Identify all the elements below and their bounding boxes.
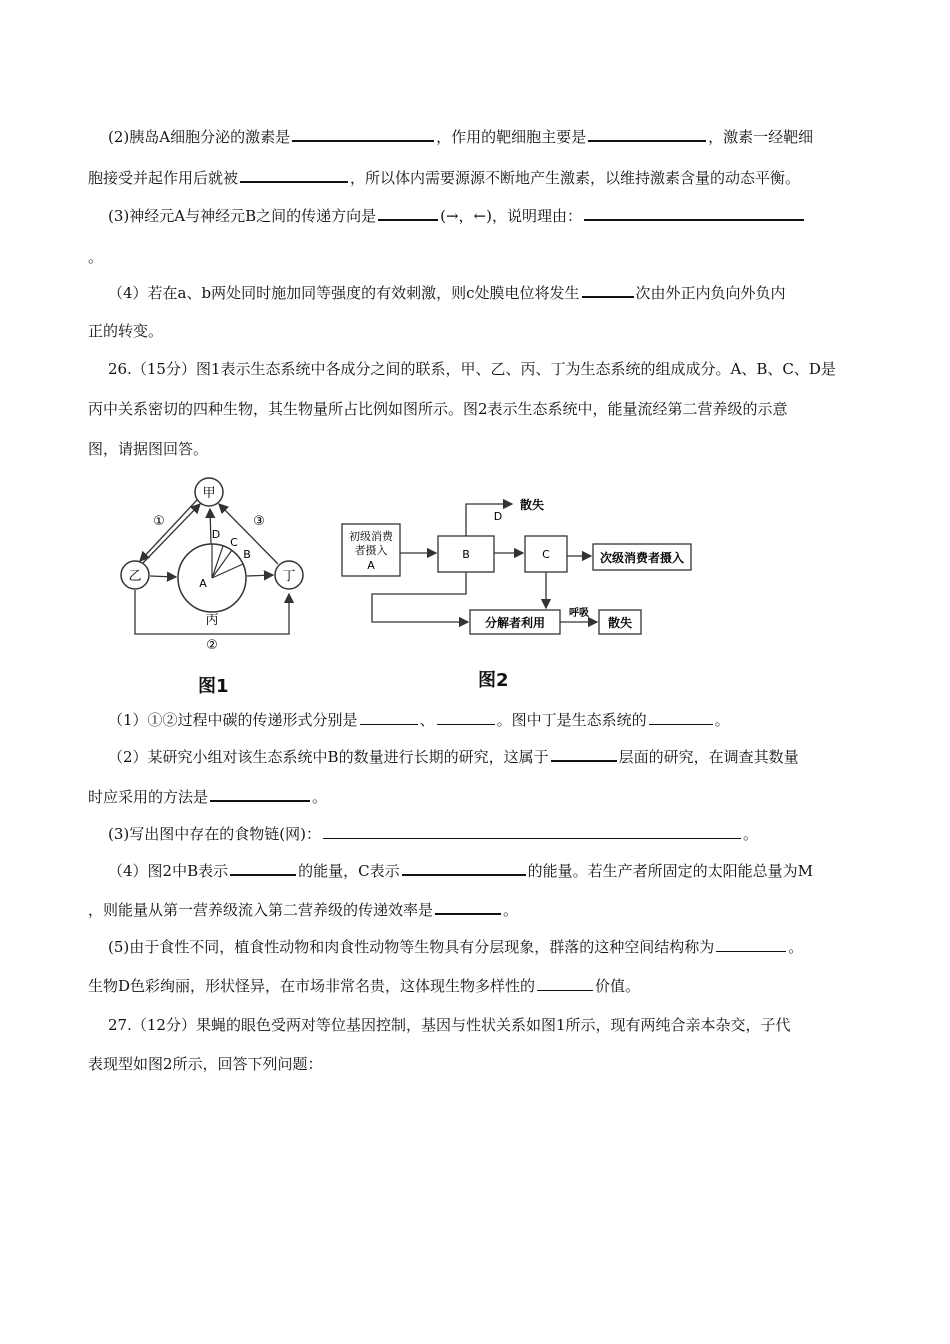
figure-1-diagram [115, 472, 315, 657]
text: 表现型如图2所示，回答下列问题： [88, 1055, 323, 1073]
box-primary-line2: 者摄入 [354, 544, 388, 557]
text: 。 [742, 825, 758, 843]
box-B-label: B [462, 548, 470, 561]
answer-blank[interactable] [230, 860, 296, 876]
answer-blank[interactable] [360, 710, 418, 725]
text: 。 [788, 938, 804, 956]
text: （4）若在a、b两处同时施加同等强度的有效刺激，则c处膜电位将发生 [108, 284, 580, 302]
q26-intro-line2 [88, 398, 788, 420]
q26-sub2-line2 [88, 786, 327, 808]
answer-blank[interactable] [584, 205, 804, 221]
q27-line1 [108, 1014, 791, 1036]
text: ，则能量从第一营养级流入第二营养级的传递效率是 [88, 901, 434, 919]
text: 图，请据图回答。 [88, 440, 209, 458]
process-3: ③ [253, 514, 265, 529]
text: (5)由于食性不同，植食性动物和肉食性动物等生物具有分层现象，群落的这种空间结构称为 [108, 938, 715, 956]
answer-blank[interactable] [323, 824, 741, 839]
q27-line2 [88, 1053, 323, 1075]
label-D: D [211, 528, 221, 541]
label-C: C [230, 536, 238, 549]
label-D: D [493, 510, 503, 523]
answer-blank[interactable] [210, 786, 310, 802]
text: ，激素一经靶细 [708, 128, 814, 146]
text: （2）某研究小组对该生态系统中B的数量进行长期的研究，这属于 [108, 748, 549, 766]
box-decomp-label: 分解者利用 [484, 616, 546, 630]
answer-blank[interactable] [402, 860, 526, 876]
text: 次由外正内负向外负内 [635, 284, 786, 302]
answer-blank[interactable] [716, 937, 786, 952]
text: 27.（12分）果蝇的眼色受两对等位基因控制，基因与性状关系如图1所示，现有两纯合亲本杂交，子代 [108, 1016, 791, 1034]
node-bing: 丙 [205, 613, 219, 628]
node-jia: 甲 [202, 486, 216, 501]
respiration-label: 呼吸 [569, 608, 589, 619]
answer-blank[interactable] [378, 205, 438, 221]
text: 26.（15分）图1表示生态系统中各成分之间的联系，甲、乙、丙、丁为生态系统的组成成分。A、B、C、D是 [108, 360, 836, 378]
q25-part4-line2 [88, 320, 163, 342]
q25-part4-line1 [108, 282, 786, 304]
box-next-label: 次级消费者摄入 [599, 551, 685, 565]
q26-sub3 [108, 823, 758, 845]
answer-blank[interactable] [537, 976, 593, 991]
answer-blank[interactable] [240, 167, 348, 183]
label-B: B [243, 548, 251, 561]
answer-blank[interactable] [588, 126, 706, 142]
text: 丙中关系密切的四种生物，其生物量所占比例如图所示。图2表示生态系统中，能量流经第二营养级的示意 [88, 400, 788, 418]
text: (2)胰岛A细胞分泌的激素是 [108, 128, 291, 146]
figure-1-caption: 图1 [198, 676, 229, 697]
text: (→，←)，说明理由： [440, 207, 582, 225]
text: 生物D色彩绚丽，形状怪异，在市场非常名贵，这体现生物多样性的 [88, 977, 536, 995]
top-loss-label: 散失 [519, 498, 545, 512]
text: 时应采用的方法是 [88, 788, 209, 806]
text: 、 [419, 711, 435, 729]
answer-blank[interactable] [292, 126, 434, 142]
q25-part2-line2 [88, 167, 800, 189]
q26-sub5-line1 [108, 936, 803, 958]
answer-blank[interactable] [649, 710, 713, 725]
text: （4）图2中B表示 [108, 862, 229, 880]
node-ding: 丁 [282, 569, 296, 584]
q26-sub2-line1 [108, 746, 799, 768]
q25-part3-line1 [108, 205, 806, 227]
box-loss-label: 散失 [607, 616, 633, 630]
node-yi: 乙 [128, 569, 142, 584]
text: 层面的研究，在调查其数量 [618, 748, 799, 766]
q26-sub5-line2 [88, 975, 640, 997]
label-A: A [199, 577, 207, 590]
q26-sub4-line1 [108, 860, 813, 882]
box-primary-line3: A [367, 559, 375, 572]
q26-intro-line3 [88, 438, 208, 460]
text: （1）①②过程中碳的传递形式分别是 [108, 711, 358, 729]
answer-blank[interactable] [582, 282, 634, 298]
q26-sub1 [108, 709, 730, 731]
text: (3)神经元A与神经元B之间的传递方向是 [108, 207, 377, 225]
q25-part2-line1 [108, 126, 813, 148]
text: 。 [503, 901, 519, 919]
text: 。 [312, 788, 328, 806]
q26-intro-line1 [108, 358, 836, 380]
figure-2-diagram [336, 490, 696, 640]
text: ，作用的靶细胞主要是 [436, 128, 587, 146]
answer-blank[interactable] [551, 746, 617, 762]
text: ，所以体内需要源源不断地产生激素，以维持激素含量的动态平衡。 [350, 169, 801, 187]
box-C-label: C [542, 548, 550, 561]
text: 。图中丁是生态系统的 [496, 711, 647, 729]
text: 价值。 [595, 977, 641, 995]
text: (3)写出图中存在的食物链(网)： [108, 825, 321, 843]
text: 。 [714, 711, 730, 729]
q26-sub4-line2 [88, 899, 518, 921]
text: 胞接受并起作用后就被 [88, 169, 239, 187]
answer-blank[interactable] [437, 710, 495, 725]
text: 。 [88, 248, 104, 266]
box-primary-line1: 初级消费 [349, 530, 393, 543]
figure-2-caption: 图2 [478, 670, 509, 691]
text: 的能量。若生产者所固定的太阳能总量为M [527, 862, 813, 880]
process-1: ① [153, 514, 165, 529]
process-2: ② [206, 638, 218, 653]
answer-blank[interactable] [435, 899, 501, 915]
q25-part3-line2 [88, 246, 103, 268]
text: 的能量，C表示 [298, 862, 400, 880]
text: 正的转变。 [88, 322, 164, 340]
